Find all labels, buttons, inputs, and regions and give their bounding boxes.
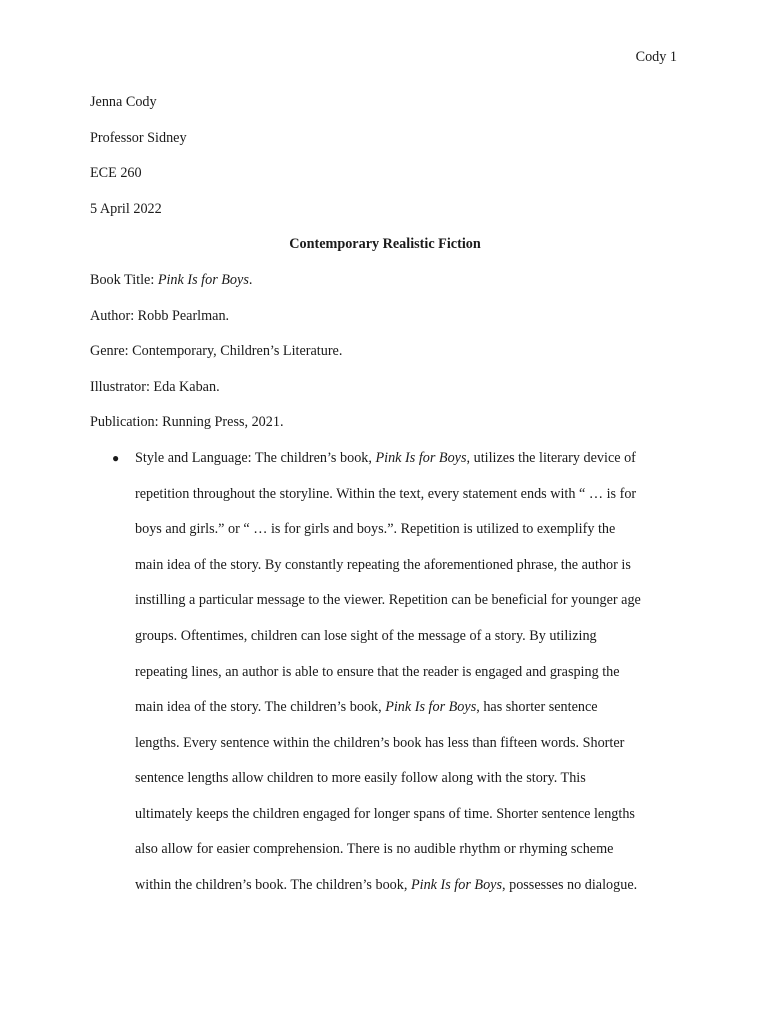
paragraph-line: Style and Language: The children’s book, Pink Is for Boys, utilizes the literary device of (135, 449, 636, 466)
book-title-line (90, 263, 680, 299)
paragraph-line: repeating lines, an author is able to ensure that the reader is engaged and grasping the (135, 663, 620, 680)
paragraph-line: also allow for easier comprehension. There is no audible rhythm or rhyming scheme (135, 841, 614, 858)
book-title-italic: Pink Is for Boys (375, 449, 467, 466)
style-language-bullet (90, 441, 680, 904)
book-title-end: . (248, 271, 253, 288)
submission-date: 5 April 2022 (90, 200, 162, 217)
author-line: Author: Robb Pearlman. (90, 307, 230, 324)
page-title: Contemporary Realistic Fiction (289, 236, 481, 253)
student-name: Jenna Cody (90, 94, 157, 110)
book-title: Pink Is for Boys (157, 271, 249, 288)
paragraph-line: boys and girls.” or “ … is for girls and boys.”. Repetition is utilized to exemplify the (135, 521, 616, 538)
paragraph-line: ultimately keeps the children engaged for longer spans of time. Shorter sentence lengths (135, 805, 635, 822)
genre-line: Genre: Contemporary, Children’s Literature. (90, 343, 343, 360)
bullet-paragraph (135, 441, 680, 904)
running-head: Cody 1 (635, 49, 677, 65)
paragraph-line: main idea of the story. The children’s book, Pink Is for Boys, has shorter sentence (135, 699, 598, 716)
paragraph-line: repetition throughout the storyline. Within the text, every statement ends with “ … is for (135, 485, 637, 502)
book-title-label: Book Title: (90, 271, 158, 288)
professor-name: Professor Sidney (90, 129, 187, 146)
illustrator-line: Illustrator: Eda Kaban. (90, 378, 220, 395)
document-body (90, 85, 680, 904)
publication-line: Publication: Running Press, 2021. (90, 414, 284, 431)
paragraph-line: main idea of the story. By constantly repeating the aforementioned phrase, the author is (135, 556, 631, 573)
paragraph-line: lengths. Every sentence within the children’s book has less than fifteen words. Shorter (135, 734, 625, 751)
course-code: ECE 260 (90, 165, 142, 182)
book-title-italic: Pink Is for Boys (410, 877, 502, 894)
paragraph-line: within the children’s book. The children’s book, Pink Is for Boys, possesses no dialogue. (135, 877, 638, 894)
book-title-italic: Pink Is for Boys (385, 699, 477, 716)
bullet-icon: ● (112, 450, 120, 465)
paragraph-line: sentence lengths allow children to more easily follow along with the story. This (135, 770, 586, 787)
paragraph-line: instilling a particular message to the viewer. Repetition can be beneficial for younger age (135, 592, 641, 609)
paragraph-line: groups. Oftentimes, children can lose sight of the message of a story. By utilizing (135, 627, 597, 644)
